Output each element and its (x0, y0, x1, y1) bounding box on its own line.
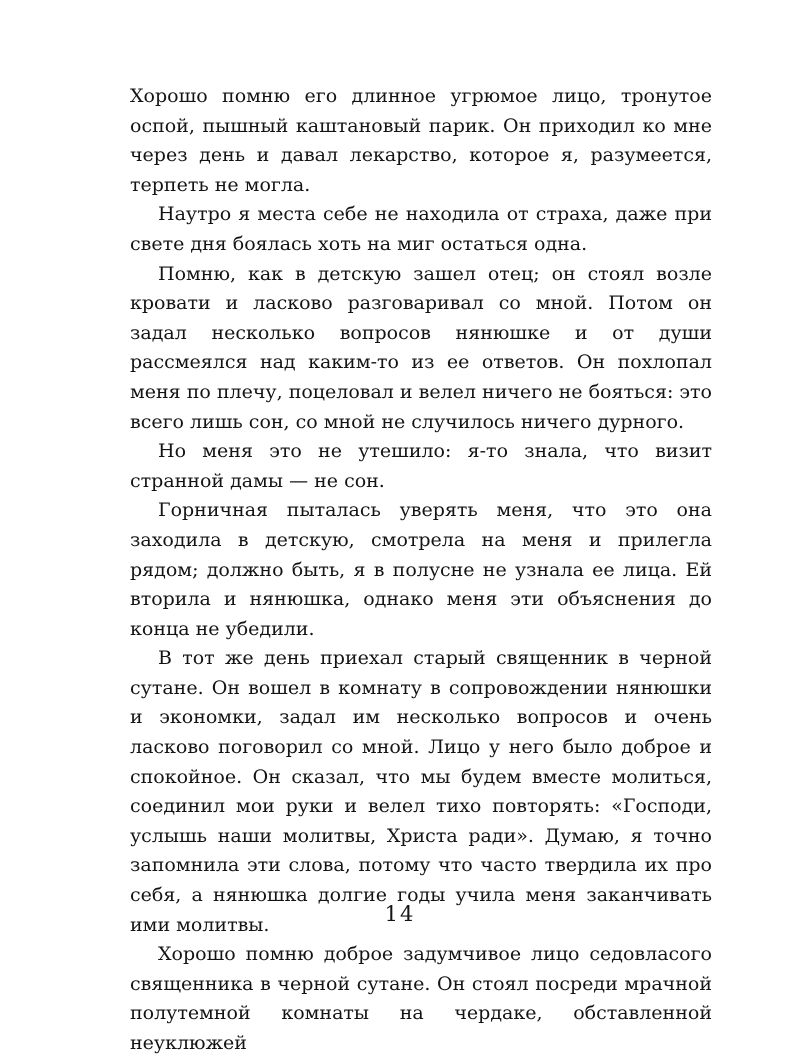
paragraph-2: Наутро я места себе не находила от страха, даже при свете дня боялась хоть на миг остаться одна. (130, 203, 712, 255)
paragraph-6: В тот же день приехал старый священник в черной сутане. Он вошел в комнату в сопровождении нянюшки и экономки, задал им несколько вопросов и очень ласково поговорил со мной. Лицо у него было доброе и спокойное. Он сказал, что мы будем вместе молиться, соединил мои руки и велел тихо повторять: «Господи, услышь наши молитвы, Христа ради». Думаю, я точно запомнила эти слова, потому что часто твердила их про себя, а нянюшка долгие годы учила меня заканчивать ими молитвы. (130, 647, 712, 936)
paragraph-4: Но меня это не утешило: я-то знала, что визит странной дамы — не сон. (130, 440, 712, 492)
paragraph-5: Горничная пыталась уверять меня, что это она заходила в детскую, смотрела на меня и прилегла рядом; должно быть, я в полусне не узнала ее лица. Ей вторила и нянюшка, однако меня эти объяснения до конца не убедили. (130, 499, 712, 640)
paragraph-1: Хорошо помню его длинное угрюмое лицо, тронутое оспой, пышный каштановый парик. Он приходил ко мне через день и давал лекарство, которое я, разумеется, терпеть не могла. (130, 85, 712, 196)
page-number: 14 (384, 902, 416, 926)
paragraph-7: Хорошо помню доброе задумчивое лицо седовласого священника в черной сутане. Он стоял посреди мрачной полутемной комнаты на чердаке, обставленной неуклюжей (130, 943, 712, 1054)
paragraph-3: Помню, как в детскую зашел отец; он стоял возле кровати и ласково разговаривал со мной. Потом он задал несколько вопросов нянюшке и от души рассмеялся над каким-то из ее ответов. Он похлопал меня по плечу, поцеловал и велел ничего не бояться: это всего лишь сон, со мной не случилось ничего дурного. (130, 262, 712, 433)
